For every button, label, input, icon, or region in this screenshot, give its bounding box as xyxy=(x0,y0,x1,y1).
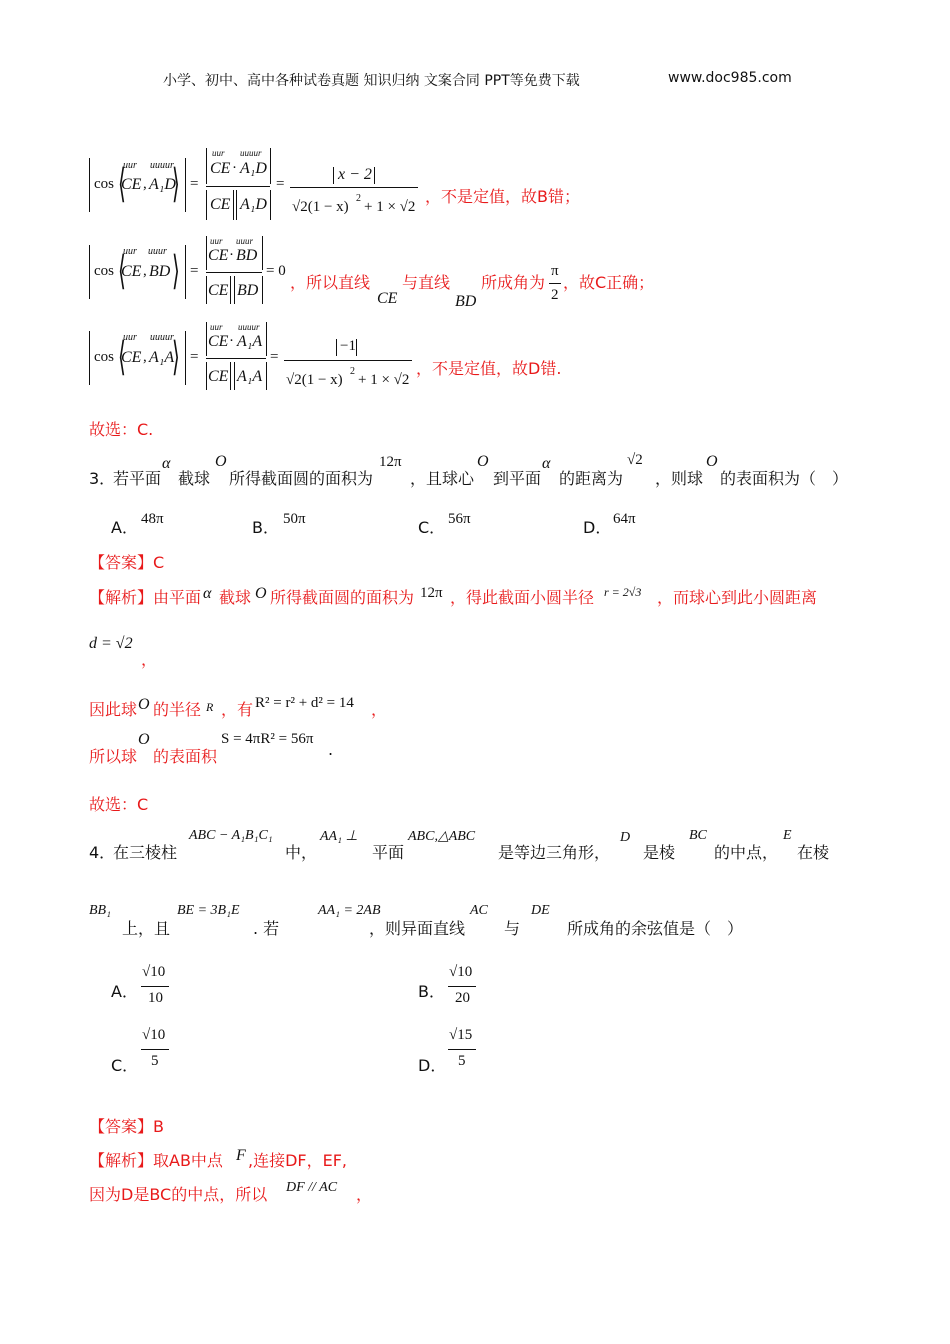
math-glyph: , xyxy=(143,263,147,279)
q3-option-b[interactable]: 50π xyxy=(283,511,306,527)
math-rule xyxy=(290,187,418,188)
math-rule xyxy=(549,283,561,284)
math-rule xyxy=(185,245,186,299)
math-glyph: uur xyxy=(123,246,137,257)
math-glyph: ⟩ xyxy=(172,334,180,379)
math-glyph: E xyxy=(783,828,792,843)
math-rule xyxy=(234,276,235,304)
math-glyph: 与直线 xyxy=(402,273,451,292)
math-glyph: 在棱 xyxy=(797,843,830,862)
header-url[interactable]: www.doc985.com xyxy=(668,70,792,86)
math-glyph: , xyxy=(143,176,147,192)
math-rule xyxy=(356,339,357,356)
math-glyph: π xyxy=(551,263,559,279)
math-glyph: R² = r² + d² = 14 xyxy=(255,695,354,711)
math-glyph: ，则异面直线 xyxy=(369,919,466,938)
math-glyph: O xyxy=(138,696,150,713)
cos-label: cos xyxy=(94,176,114,192)
math-glyph: = xyxy=(270,349,279,365)
math-glyph: 由平面 xyxy=(153,588,202,607)
math-rule xyxy=(206,358,266,359)
math-rule xyxy=(206,276,207,304)
math-glyph: α xyxy=(542,455,551,472)
math-glyph: 因为D是BC的中点，所以 xyxy=(89,1185,268,1204)
math-glyph: 所成角为 xyxy=(481,273,546,292)
math-glyph: BC xyxy=(689,828,707,843)
math-rule xyxy=(141,986,169,987)
math-rule xyxy=(270,190,271,220)
math-glyph: 与 xyxy=(504,919,521,938)
math-glyph: CE xyxy=(208,368,229,385)
math-glyph: = xyxy=(190,349,199,365)
q3-option-a-label[interactable]: A． xyxy=(111,518,138,537)
math-glyph: CE xyxy=(208,282,229,299)
math-rule xyxy=(448,986,476,987)
math-glyph: BD xyxy=(455,293,477,310)
math-glyph: 在三棱柱 xyxy=(113,843,178,862)
q3-explain-tag: 【解析】 xyxy=(89,588,154,607)
math-rule xyxy=(185,331,186,385)
math-glyph: BE = 3B₁E xyxy=(177,903,240,918)
math-rule xyxy=(89,245,90,299)
math-glyph: 所得截面圆的面积为 xyxy=(229,469,374,488)
math-rule xyxy=(284,360,412,361)
math-rule xyxy=(374,167,375,184)
math-glyph: 取AB中点 xyxy=(153,1151,223,1170)
math-glyph: = xyxy=(276,176,285,192)
math-glyph: DF // AC xyxy=(286,1180,338,1195)
math-glyph: 所得截面圆的面积为 xyxy=(270,588,415,607)
math-glyph: 截球 xyxy=(178,469,211,488)
math-glyph: O xyxy=(255,585,267,602)
math-glyph: O xyxy=(477,453,489,470)
math-glyph: BD xyxy=(149,263,171,280)
math-rule xyxy=(141,1049,169,1050)
q4-option-a-label[interactable]: A． xyxy=(111,982,138,1001)
math-glyph: + 1 × √2 xyxy=(364,199,416,215)
math-rule xyxy=(262,276,263,304)
math-glyph: AC xyxy=(470,903,488,918)
math-glyph: uur xyxy=(123,160,137,171)
math-glyph: BB₁ xyxy=(89,903,111,918)
math-glyph: CE xyxy=(208,333,229,350)
q4-explain-tag: 【解析】 xyxy=(89,1151,154,1170)
math-glyph: 是等边三角形， xyxy=(498,843,611,862)
math-rule xyxy=(266,362,267,390)
math-rule xyxy=(270,148,271,184)
math-glyph: 平面 xyxy=(372,843,405,862)
math-rule xyxy=(206,190,207,220)
math-glyph: A₁D xyxy=(149,176,176,193)
math-glyph: 的半径 xyxy=(153,700,202,719)
math-glyph: . xyxy=(328,740,334,759)
q4-option-b-num[interactable]: √10 xyxy=(449,964,473,980)
math-glyph: uuur xyxy=(236,236,254,246)
math-glyph: √2(1 − x) xyxy=(286,372,343,388)
math-glyph: 3． xyxy=(89,469,116,488)
q3-option-b-label[interactable]: B． xyxy=(252,518,279,537)
math-glyph: ， xyxy=(356,1185,373,1204)
q3-option-c-label[interactable]: C． xyxy=(418,518,446,537)
q4-option-d-label[interactable]: D． xyxy=(418,1056,447,1075)
math-glyph: CE xyxy=(121,349,142,366)
math-glyph: ⟨ xyxy=(118,248,126,293)
math-glyph: A₁D xyxy=(240,160,267,177)
math-rule xyxy=(236,190,237,220)
math-glyph: ，所以直线 xyxy=(290,273,371,292)
math-glyph: ，得此截面小圆半径 xyxy=(450,588,595,607)
math-glyph: 2 xyxy=(551,287,559,303)
math-glyph: ，且球心 xyxy=(410,469,475,488)
math-glyph: D xyxy=(620,830,631,845)
math-glyph: · xyxy=(229,333,234,349)
math-glyph: cos xyxy=(94,263,114,279)
math-glyph: ⟨ xyxy=(118,161,126,206)
math-glyph: = xyxy=(190,176,199,192)
numerator-neg1: −1 xyxy=(340,338,356,354)
math-glyph: O xyxy=(138,731,150,748)
q4-option-c-num[interactable]: √10 xyxy=(142,1027,166,1043)
math-glyph: CE xyxy=(121,176,142,193)
math-glyph: = 0 xyxy=(266,263,286,279)
math-rule xyxy=(206,236,207,270)
math-glyph: + 1 × √2 xyxy=(358,372,410,388)
math-glyph: 所以球 xyxy=(89,747,138,766)
line2-note: ，故C正确； xyxy=(563,273,655,292)
math-glyph: ， xyxy=(141,650,158,669)
math-rule xyxy=(233,190,234,220)
math-glyph: 截球 xyxy=(219,588,252,607)
line1-note: ，不是定值，故B错； xyxy=(425,187,580,206)
math-glyph: S = 4πR² = 56π xyxy=(221,731,314,747)
math-glyph: ，则球 xyxy=(655,469,704,488)
q3-option-d[interactable]: 64π xyxy=(613,511,636,527)
math-glyph: 12π xyxy=(420,585,443,601)
math-rule xyxy=(89,158,90,212)
math-glyph: A₁A xyxy=(237,333,263,350)
math-glyph: ABC,△ABC xyxy=(408,829,476,844)
q4-option-c-den[interactable]: 5 xyxy=(151,1053,159,1069)
math-glyph: uuuur xyxy=(240,148,262,158)
math-glyph: 因此球 xyxy=(89,700,138,719)
numerator-x-minus-2: x − 2 xyxy=(338,166,372,183)
math-glyph: AA₁ = 2AB xyxy=(318,903,381,918)
math-glyph: AA₁ ⊥ xyxy=(320,829,358,844)
math-rule xyxy=(262,236,263,270)
math-rule xyxy=(234,362,235,390)
math-rule xyxy=(206,322,207,356)
math-glyph: uuur xyxy=(148,246,167,257)
header-title: 小学、初中、高中各种试卷真题 知识归纳 文案合同 PPT等免费下载 xyxy=(163,73,580,89)
math-rule xyxy=(206,272,262,273)
math-glyph: uur xyxy=(210,322,223,332)
math-glyph: uur xyxy=(123,332,137,343)
math-rule xyxy=(230,362,231,390)
math-glyph: 的距离为 xyxy=(559,469,624,488)
math-rule xyxy=(230,276,231,304)
math-glyph: ⟩ xyxy=(172,248,180,293)
math-glyph: d = √2 xyxy=(89,635,133,652)
math-glyph: α xyxy=(203,585,212,602)
math-glyph: 的中点， xyxy=(714,843,779,862)
math-glyph: R xyxy=(206,700,214,714)
math-glyph: ⟨ xyxy=(118,334,126,379)
math-glyph: 到平面 xyxy=(493,469,542,488)
math-glyph: 的表面积为（ ） xyxy=(720,469,849,488)
math-glyph: BD xyxy=(237,282,259,299)
math-glyph: ，而球心到此小圆距离 xyxy=(657,588,818,607)
math-glyph: 所成角的余弦值是（ ） xyxy=(567,919,744,938)
math-glyph: F xyxy=(236,1147,246,1164)
q4-option-a-num[interactable]: √10 xyxy=(142,964,166,980)
q4-option-b-den[interactable]: 20 xyxy=(455,990,470,1006)
q4-answer: 【答案】B xyxy=(89,1117,164,1136)
math-glyph: 中， xyxy=(285,843,318,862)
q3-answer: 【答案】C xyxy=(89,553,165,572)
math-glyph: . 若 xyxy=(253,919,280,938)
math-glyph: = xyxy=(190,263,199,279)
q4-option-d-num[interactable]: √15 xyxy=(449,1027,473,1043)
math-glyph: cos xyxy=(94,349,114,365)
math-glyph: , xyxy=(143,349,147,365)
math-rule xyxy=(266,322,267,356)
q3-option-d-label[interactable]: D． xyxy=(583,518,612,537)
q3-choose: 故选：C xyxy=(89,795,149,814)
math-glyph: α xyxy=(162,455,171,472)
q3-option-c[interactable]: 56π xyxy=(448,511,471,527)
math-glyph: r = 2√3 xyxy=(604,585,642,599)
math-glyph: CE xyxy=(121,263,142,280)
math-glyph: uur xyxy=(210,236,223,246)
math-rule xyxy=(336,339,337,356)
math-glyph: CE xyxy=(210,160,231,177)
math-glyph: 的表面积 xyxy=(153,747,218,766)
math-glyph: · xyxy=(229,247,234,263)
math-glyph: · xyxy=(232,160,237,176)
math-glyph: uuuur xyxy=(150,332,174,343)
math-glyph: CE xyxy=(377,290,398,307)
math-rule xyxy=(448,1049,476,1050)
math-glyph: uur xyxy=(212,148,225,158)
math-glyph: uuuur xyxy=(150,160,174,171)
q4-option-a-den[interactable]: 10 xyxy=(148,990,163,1006)
math-glyph: CE xyxy=(208,247,229,264)
math-glyph: 2 xyxy=(350,366,355,377)
q4-option-d-den[interactable]: 5 xyxy=(458,1053,466,1069)
math-glyph: 若平面 xyxy=(113,469,162,488)
math-glyph: ， xyxy=(371,700,388,719)
math-rule xyxy=(206,362,207,390)
math-rule xyxy=(333,167,334,184)
math-glyph: A₁A xyxy=(237,368,263,385)
q3-option-a[interactable]: 48π xyxy=(141,511,164,527)
math-glyph: 2 xyxy=(356,193,361,204)
math-glyph: BD xyxy=(236,247,258,264)
math-glyph: A₁D xyxy=(240,196,267,213)
math-glyph: √2(1 − x) xyxy=(292,199,349,215)
q4-option-c-label[interactable]: C． xyxy=(111,1056,139,1075)
math-rule xyxy=(185,158,186,212)
math-glyph: ⟩ xyxy=(172,161,180,206)
math-glyph: ，有 xyxy=(221,700,254,719)
math-glyph: A₁A xyxy=(149,349,175,366)
choose-c: 故选：C. xyxy=(89,420,154,439)
math-glyph: 上，且 xyxy=(122,919,171,938)
math-glyph: 是棱 xyxy=(643,843,676,862)
math-glyph: 12π xyxy=(379,454,402,470)
line3-note: ，不是定值，故D错. xyxy=(416,359,562,378)
math-glyph: CE xyxy=(210,196,231,213)
math-glyph: uuuur xyxy=(238,322,260,332)
math-glyph: √2 xyxy=(627,452,643,468)
q4-option-b-label[interactable]: B． xyxy=(418,982,445,1001)
math-rule xyxy=(89,331,90,385)
math-glyph: O xyxy=(215,453,227,470)
math-glyph: 4． xyxy=(89,843,116,862)
math-glyph: ABC − A₁B₁C₁ xyxy=(189,828,273,843)
math-rule xyxy=(206,186,270,187)
math-rule xyxy=(206,148,207,184)
math-glyph: DE xyxy=(531,903,550,918)
math-glyph: O xyxy=(706,453,718,470)
math-glyph: ,连接DF，EF, xyxy=(248,1151,348,1170)
